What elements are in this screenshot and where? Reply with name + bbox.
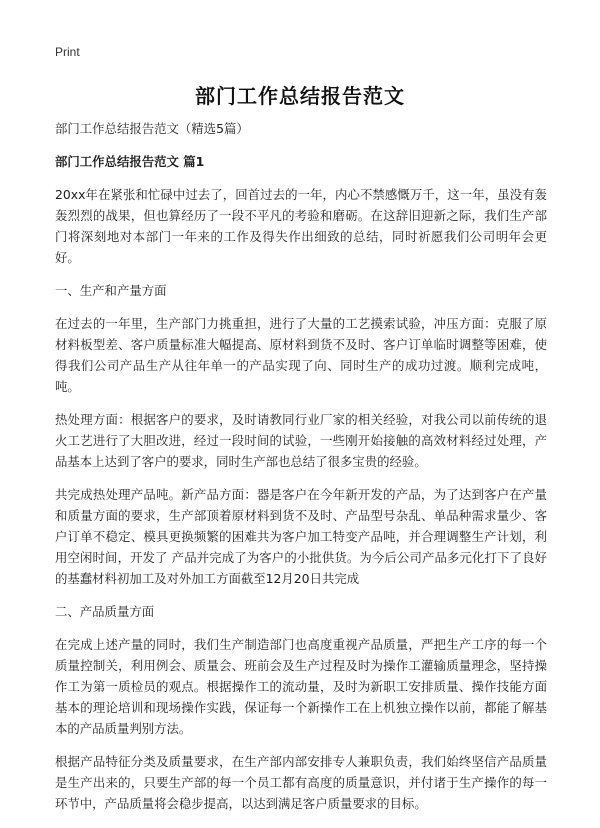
production-paragraph: 在过去的一年里，生产部门力挑重担，进行了大量的工艺摸索试验，冲压方面：克服了原材料板型差、客户质量标准大幅提高、原材料到货不及时、客户订单临时调整等困难，使得我们公司产品生产从往年单一的产品实现了向、同时生产的成功过渡。顺利完成吨，吨。 — [55, 316, 547, 394]
document-subtitle: 部门工作总结报告范文（精选5篇） — [55, 121, 249, 136]
document-body — [55, 118, 547, 826]
quality-classification-paragraph: 根据产品特征分类及质量要求，在生产部内部安排专人兼职负责，我们始终坚信产品质量是生产出来的，只要生产部的每一个员工都有高度的质量意识，并付诸于生产操作的每一环节中，产品质量将会稳步提高，以达到满足客户质量要求的目标。 — [55, 754, 547, 811]
part-heading: 部门工作总结报告范文 篇1 — [55, 154, 205, 169]
intro-paragraph: 20xx年在紧张和忙碌中过去了，回首过去的一年，内心不禁感慨万千，这一年，虽没有轰轰烈烈的战果，但也算经历了一段不平凡的考验和磨砺。在这辞旧迎新之际，我们生产部门将深刻地对本部门一年来的工作及得失作出细致的总结，同时祈愿我们公司明年会更好。 — [55, 187, 547, 265]
section-heading-quality: 二、产品质量方面 — [55, 604, 155, 619]
heat-treatment-paragraph: 热处理方面：根据客户的要求，及时请教同行业厂家的相关经验，对我公司以前传统的退火工艺进行了大胆改进，经过一段时间的试验，一些刚开始接触的高效材料经过处理，产品基本上达到了客户的要求，同时生产部也总结了很多宝贵的经验。 — [55, 412, 547, 469]
section-heading-production: 一、生产和产量方面 — [55, 283, 167, 298]
print-label[interactable]: Print — [55, 45, 80, 59]
document-title: 部门工作总结报告范文 — [195, 84, 405, 108]
quality-paragraph: 在完成上述产量的同时，我们生产制造部门也高度重视产品质量，严把生产工序的每一个质量控制关，利用例会、质量会、班前会及生产过程及时为操作工灌输质量理念，坚持操作工为第一质检员的观点。根据操作工的流动量，及时为新职工安排质量、操作技能方面基本的理论培训和现场操作实践，保证每一个新操作工在上机独立操作以前，都能了解基本的产品质量判别方法。 — [55, 637, 547, 736]
new-products-paragraph: 共完成热处理产品吨。新产品方面：器是客户在今年新开发的产品，为了达到客户在产量和质量方面的要求，生产部顶着原材料到货不及时、产品型号杂乱、单品种需求量少、客户订单不稳定、模具更换频繁的困难共为客户加工特变产品吨，并合理调整生产计划，利用空闲时间，开发了 产品并完成了为客户的小批供货。为今后公司产品多元化打下了良好的基蠢材料初加工及对外加工方面截至12月20日共完成 — [55, 487, 547, 586]
